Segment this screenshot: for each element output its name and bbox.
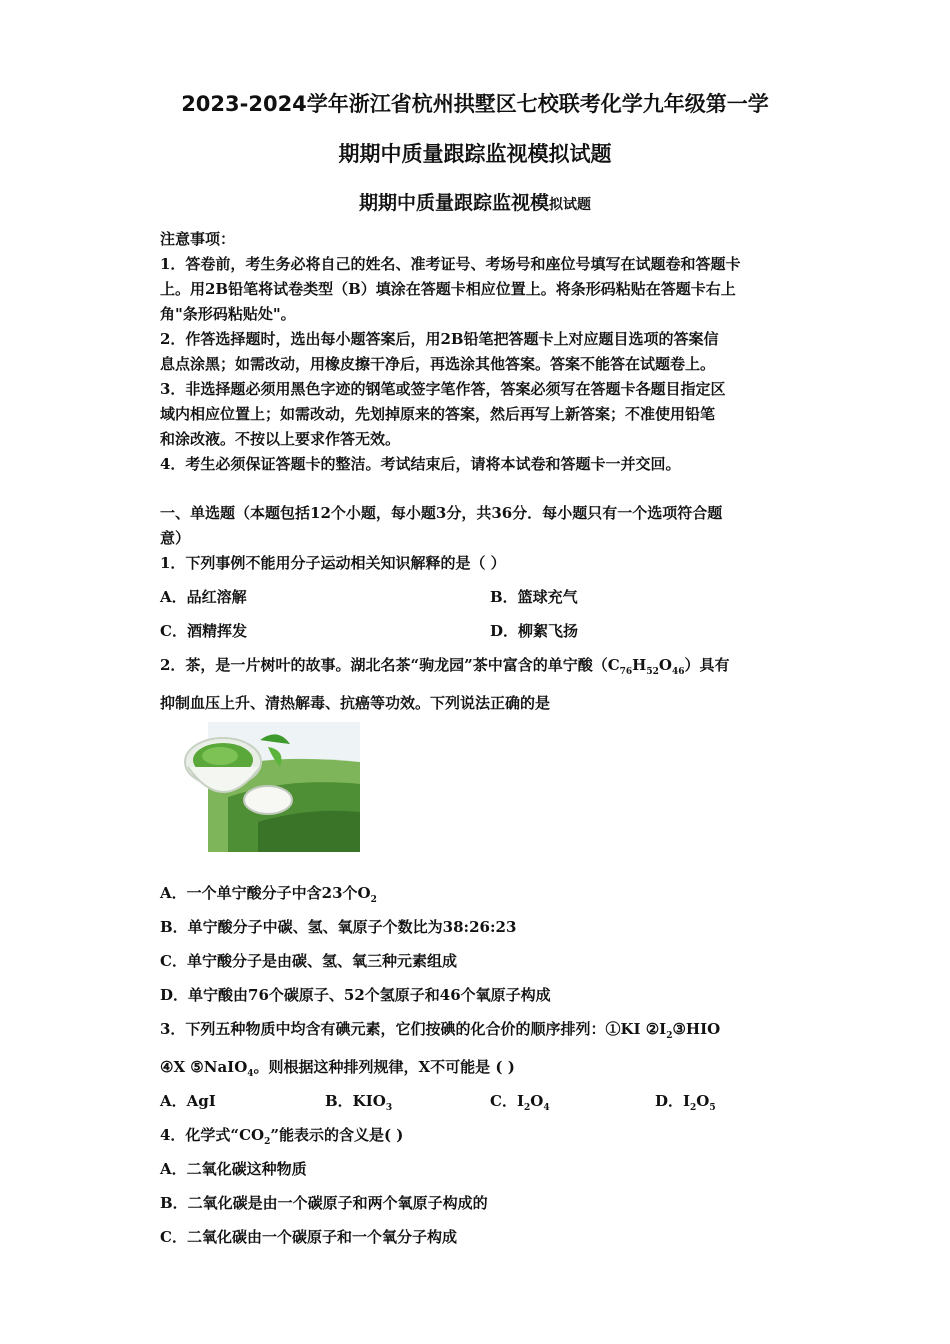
q4-option-a: A．二氧化碳这种物质 <box>160 1160 307 1178</box>
notice-line: 息点涂黑；如需改动，用橡皮擦干净后，再选涂其他答案。答案不能答在试题卷上。 <box>160 355 716 373</box>
page-title-line1: 2023-2024学年浙江省杭州拱墅区七校联考化学九年级第一学 <box>181 92 769 116</box>
section-heading-line2: 意） <box>160 529 191 547</box>
tea-image <box>168 722 360 852</box>
notice-line: 4．考生必须保证答题卡的整洁。考试结束后，请将本试卷和答题卡一并交回。 <box>160 455 681 473</box>
q1-option-c: C．酒精挥发 <box>160 622 247 640</box>
q1-stem: 1．下列事例不能用分子运动相关知识解释的是（ ） <box>160 554 506 572</box>
q3-stem-line2: ④X ⑤NaIO$_4$。则根据这种排列规律，X不可能是 ( ) <box>160 1058 515 1079</box>
q4-option-b: B．二氧化碳是由一个碳原子和两个氧原子构成的 <box>160 1194 488 1212</box>
q2-stem-line1: 2．茶，是一片树叶的故事。湖北名茶“驹龙园”茶中富含的单宁酸$(C_{76}H_{52}O_{46})$具有 <box>160 656 730 677</box>
notice-line: 域内相应位置上；如需改动，先划掉原来的答案，然后再写上新答案；不准使用铅笔 <box>160 405 716 423</box>
page-subtitle <box>0 188 950 215</box>
q2-option-a: A．一个单宁酸分子中含23个$O_2$ <box>160 884 377 905</box>
page-title-line2: 期期中质量跟踪监视模拟试题 <box>338 142 612 166</box>
q3-option-b: B．$KIO_3$ <box>325 1092 393 1113</box>
section-heading-line1: 一、单选题（本题包括12个小题，每小题3分，共36分．每小题只有一个选项符合题 <box>160 504 723 522</box>
q1-option-d: D．柳絮飞扬 <box>490 622 579 640</box>
q3-option-d: D．$I_2O_5$ <box>655 1092 716 1113</box>
notice-line: 上。用2B铅笔将试卷类型（B）填涂在答题卡相应位置上。将条形码粘贴在答题卡右上 <box>160 280 736 298</box>
q4-option-c: C．二氧化碳由一个碳原子和一个氧分子构成 <box>160 1228 457 1246</box>
subtitle-small: 拟试题 <box>549 197 591 213</box>
notice-line: 1．答卷前，考生务必将自己的姓名、准考证号、考场号和座位号填写在试题卷和答题卡 <box>160 255 741 273</box>
q2-option-b: B．单宁酸分子中碳、氢、氧原子个数比为38:26:23 <box>160 918 517 936</box>
q2-stem-line2: 抑制血压上升、清热解毒、抗癌等功效。下列说法正确的是 <box>160 694 551 712</box>
notice-line: 2．作答选择题时，选出每小题答案后，用2B铅笔把答题卡上对应题目选项的答案信 <box>160 330 719 348</box>
q1-option-a: A．品红溶解 <box>160 588 247 606</box>
notice-line: 和涂改液。不按以上要求作答无效。 <box>160 430 401 448</box>
q4-stem: 4．化学式“$CO_2$”能表示的含义是( ) <box>160 1126 404 1147</box>
q2-option-c: C．单宁酸分子是由碳、氢、氧三种元素组成 <box>160 952 457 970</box>
q2-option-d: D．单宁酸由76个碳原子、52个氢原子和46个氧原子构成 <box>160 986 551 1004</box>
q3-stem-line1: 3．下列五种物质中均含有碘元素，它们按碘的化合价的顺序排列：①KI $②I_2③HIO$ <box>160 1020 721 1041</box>
notice-line: 3．非选择题必须用黑色字迹的钢笔或签字笔作答，答案必须写在答题卡各题目指定区 <box>160 380 726 398</box>
subtitle-main: 期期中质量跟踪监视模 <box>358 192 549 214</box>
q1-option-b: B．篮球充气 <box>490 588 578 606</box>
q3-option-c: C．$I_2O_4$ <box>490 1092 550 1113</box>
notice-heading: 注意事项： <box>160 230 236 248</box>
q3-option-a: A．AgI <box>160 1092 216 1110</box>
notice-line: 角"条形码粘贴处"。 <box>160 305 296 323</box>
